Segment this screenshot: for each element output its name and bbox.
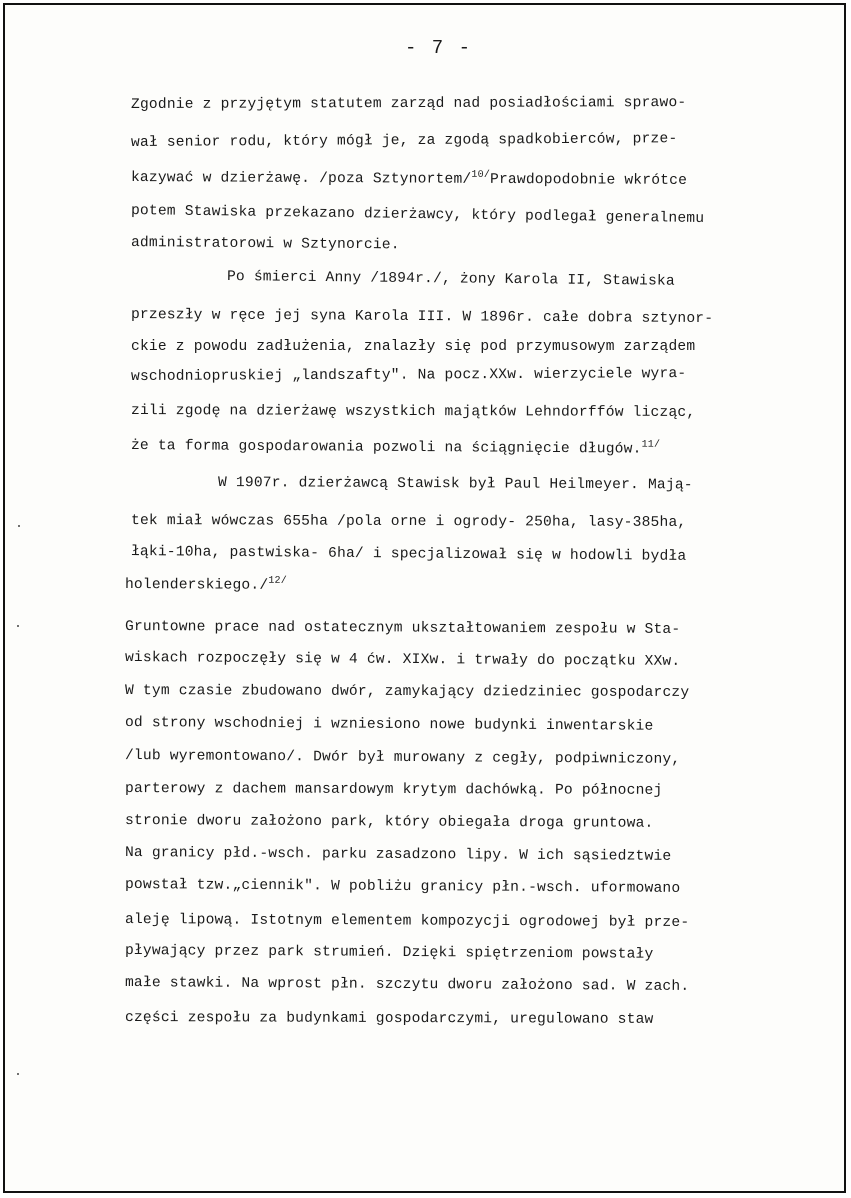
- line-text: aleję lipową. Istotnym elementem kompozycji ogrodowej był prze-: [124, 912, 690, 931]
- line-text: tek miał wówczas 655ha /pola orne i ogrody- 250ha, lasy-385ha,: [130, 513, 687, 531]
- line-text: Gruntowne prace nad ostatecznym ukształtowaniem zespołu w Sta-: [124, 619, 681, 638]
- line-text: /lub wyremontowano/. Dwór był murowany z cegły, podpiwniczony,: [124, 748, 681, 768]
- line-text: Po śmierci Anny /1894r./, żony Karola II, Stawiska: [226, 269, 675, 290]
- text-line: [125, 877, 680, 897]
- text-line: [125, 650, 680, 670]
- line-text: parterowy z dachem mansardowym krytym dachówką. Po północnej: [124, 781, 663, 799]
- line-text: że ta forma gospodarowania pozwoli na ściągnięcie długów.: [130, 438, 642, 458]
- line-text: Na granicy płd.-wsch. parku zasadzono lipy. W ich sąsiedztwie: [124, 845, 672, 865]
- line-text: łąki-10ha, pastwiska- 6ha/ i specjalizował się w hodowli bydła: [130, 544, 687, 565]
- line-text: małe stawki. Na wprost płn. szczytu dworu założono sad. W zach.: [124, 975, 690, 995]
- line-text: administratorowi w Sztynorcie.: [130, 235, 400, 254]
- footnote-marker: 11/: [641, 439, 661, 451]
- scan-speck: [18, 525, 20, 527]
- line-text: ckie z powodu zadłużenia, znalazły się pod przymusowym zarządem: [131, 339, 696, 355]
- text-line: [125, 975, 689, 995]
- text-line: [227, 269, 675, 290]
- scan-speck: [17, 625, 19, 627]
- line-text: od strony wschodniej i wzniesiono nowe budynki inwentarskie: [124, 715, 654, 735]
- text-line: [131, 339, 695, 355]
- line-text: powstał tzw.„ciennik". W pobliżu granicy płn.-wsch. uformowano: [124, 877, 681, 897]
- text-line: [131, 366, 686, 385]
- text-line: [131, 513, 686, 531]
- line-text: przeszły w ręce jej syna Karola III. W 1896r. całe dobra sztynor-: [130, 307, 714, 328]
- text-line: [125, 1010, 654, 1028]
- text-line: [125, 943, 654, 963]
- text-line: [125, 683, 689, 701]
- line-text: stronie dworu założono park, który obiegała droga gruntowa.: [124, 813, 654, 832]
- text-line: [131, 203, 704, 227]
- text-line: [131, 436, 660, 458]
- line-text: wał senior rodu, który mógł je, za zgodą spadkobierców, prze-: [130, 131, 678, 151]
- body-text: [5, 5, 844, 1191]
- text-line: [131, 235, 400, 253]
- line-text: potem Stawiska przekazano dzierżawcy, który podlegał generalnemu: [130, 203, 705, 228]
- text-line: [125, 715, 654, 735]
- text-line: [131, 307, 713, 327]
- text-line: [218, 475, 693, 493]
- line-text: W 1907r. dzierżawcą Stawisk był Paul Heilmeyer. Mają-: [217, 475, 693, 494]
- text-line: [131, 131, 678, 151]
- text-line: [125, 912, 689, 931]
- document-page: [3, 3, 846, 1193]
- footnote-marker: 12/: [268, 575, 287, 587]
- text-line: [125, 575, 287, 594]
- text-line: [131, 544, 687, 565]
- text-line: [125, 845, 672, 865]
- line-text: pływający przez park strumień. Dzięki spiętrzeniom powstały: [124, 943, 654, 963]
- text-line: [125, 813, 654, 832]
- footnote-marker: 10/: [471, 169, 491, 181]
- text-line: [125, 619, 680, 638]
- line-text: wschodniopruskiej „landszafty". Na pocz.XXw. wierzyciele wyra-: [130, 366, 687, 385]
- page-number: - 7 -: [405, 37, 473, 59]
- line-text-continued: Prawdopodobnie wkrótce: [489, 171, 688, 189]
- line-text: Zgodnie z przyjętym statutem zarząd nad posiadłościami sprawo-: [130, 95, 687, 113]
- line-text: części zespołu za budynkami gospodarczymi, uregulowano staw: [124, 1010, 654, 1028]
- line-text: wiskach rozpoczęły się w 4 ćw. XIXw. i trwały do początku XXw.: [124, 650, 681, 670]
- text-line: [131, 403, 695, 421]
- text-line: [131, 168, 687, 189]
- text-line: [131, 95, 686, 113]
- line-text: W tym czasie zbudowano dwór, zamykający dziedziniec gospodarczy: [124, 683, 690, 701]
- scan-speck: [17, 1073, 19, 1075]
- text-line: [125, 748, 680, 768]
- text-line: [125, 781, 663, 799]
- line-text: holenderskiego./: [124, 577, 269, 594]
- line-text: kazywać w dzierżawę. /poza Sztynortem/: [130, 170, 472, 188]
- line-text: zili zgodę na dzierżawę wszystkich majątków Lehndorffów licząc,: [130, 403, 696, 421]
